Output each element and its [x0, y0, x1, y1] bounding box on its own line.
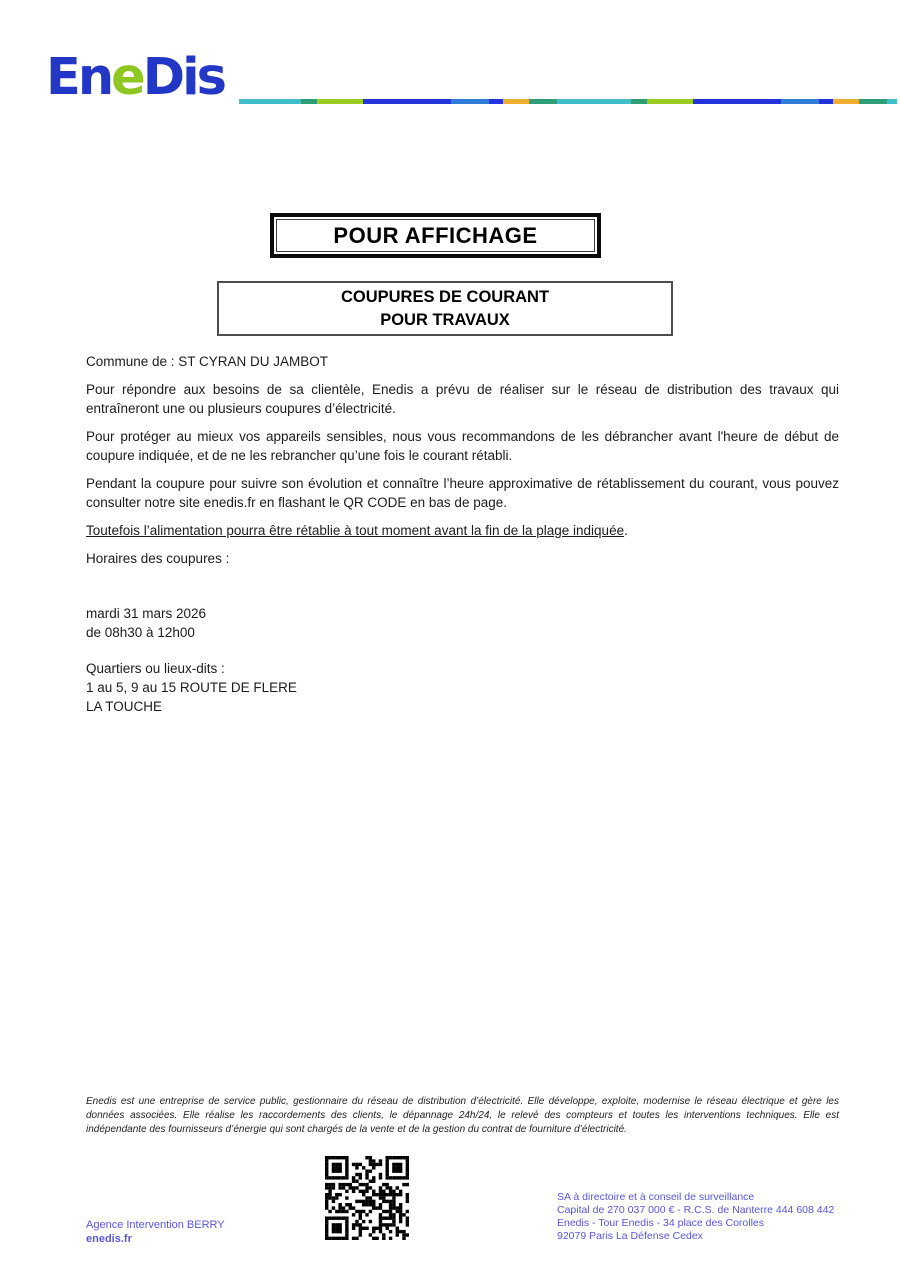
subtitle-line-2: POUR TRAVAUX	[380, 310, 510, 329]
legal-fine-print: Enedis est une entreprise de service public, gestionnaire du réseau de distribution d’électricité. Elle développe, exploite, modernise le réseau électrique et gère les données associées. Elle réalise les raccordements des clients, le dépannage 24h/24, le relevé des compteurs et toutes les interventions techniques. Elle est indépendante des fournisseurs d’énergie qui sont chargés de la vente et de la gestion du contrat de fourniture d’électricité.	[86, 1096, 839, 1135]
agency-name: Agence Intervention BERRY	[86, 1219, 225, 1231]
pour-affichage-banner	[270, 213, 601, 258]
company-line: SA à directoire et à conseil de surveillance	[557, 1191, 755, 1203]
banner-title: POUR AFFICHAGE	[276, 219, 595, 252]
paragraph-intro: Pour répondre aux besoins de sa clientèle, Enedis a prévu de réaliser sur le réseau de distribution des travaux qui entraîneront une ou plusieurs coupures d’électricité.	[86, 382, 839, 416]
website-link: enedis.fr	[86, 1233, 132, 1245]
emphasis-underlined-text: Toutefois l’alimentation pourra être rétablie à tout moment avant la fin de la plage indiquée	[86, 523, 625, 538]
brand-divider-line	[239, 99, 897, 104]
location-line: LA TOUCHE	[86, 699, 163, 714]
company-info-block	[557, 1191, 834, 1243]
qr-code	[325, 1156, 409, 1240]
schedule-block	[86, 604, 839, 642]
subtitle-line-1: COUPURES DE COURANT	[340, 287, 550, 306]
quartiers-label: Quartiers ou lieux-dits :	[86, 661, 225, 676]
schedule-date: mardi 31 mars 2026	[86, 606, 207, 621]
schedule-time: de 08h30 à 12h00	[86, 625, 195, 640]
logo-text-blue: En	[46, 48, 112, 107]
coupures-title-box	[217, 281, 673, 336]
company-line: Capital de 270 037 000 € - R.C.S. de Nanterre 444 608 442	[557, 1204, 835, 1216]
location-line: 1 au 5, 9 au 15 ROUTE DE FLERE	[86, 680, 297, 695]
paragraph-emphasis	[86, 521, 839, 540]
commune-line: Commune de : ST CYRAN DU JAMBOT	[86, 354, 329, 369]
horaires-label: Horaires des coupures :	[86, 551, 230, 566]
paragraph-qr-info: Pendant la coupure pour suivre son évolution et connaître l’heure approximative de rétablissement du courant, vous pouvez consulter notre site enedis.fr en flashant le QR CODE en bas de page.	[86, 476, 839, 510]
agency-block	[86, 1218, 225, 1246]
company-line: 92079 Paris La Défense Cedex	[557, 1230, 703, 1242]
company-line: Enedis - Tour Enedis - 34 place des Corolles	[557, 1217, 765, 1229]
enedis-logo	[46, 48, 224, 107]
emphasis-period: .	[624, 523, 628, 538]
logo-letter-green: e	[111, 48, 143, 107]
quartiers-block	[86, 659, 839, 716]
body-text-block	[86, 352, 839, 716]
logo-text-blue: Dis	[142, 48, 224, 107]
paragraph-protect-devices: Pour protéger au mieux vos appareils sensibles, nous vous recommandons de les débrancher avant l'heure de début de coupure indiquée, et de ne les rebrancher qu’une fois le courant rétabli.	[86, 429, 839, 463]
